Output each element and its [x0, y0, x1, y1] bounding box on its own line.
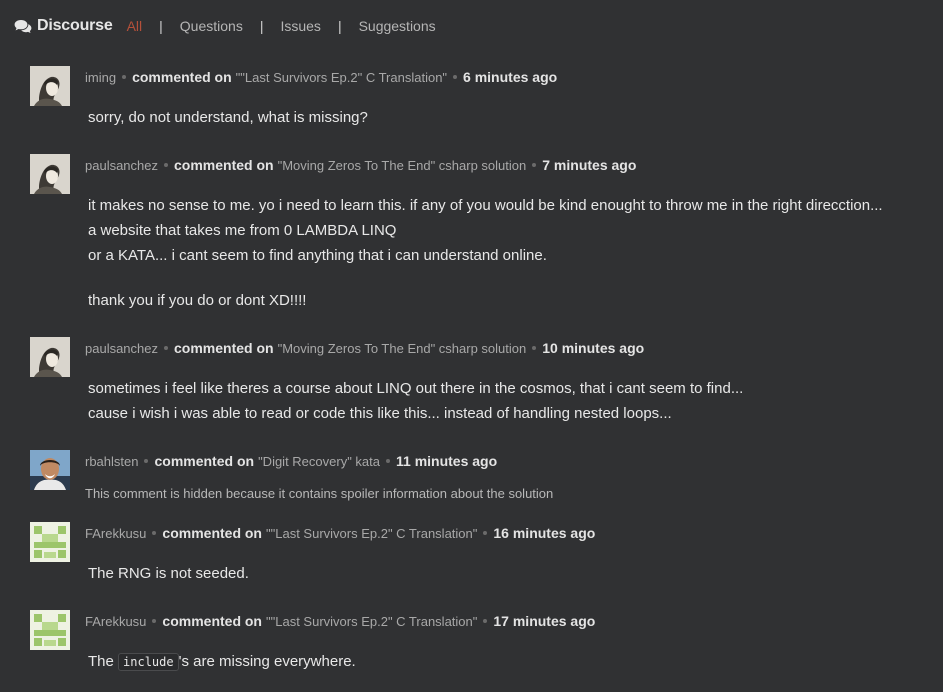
tab-issues[interactable]: Issues: [280, 18, 321, 34]
comment-action: commented on: [162, 525, 262, 541]
comment-action: commented on: [162, 613, 262, 629]
comment-line: [88, 649, 356, 675]
comment-line: a website that takes me from 0 LAMBDA LINQ: [88, 222, 397, 239]
comments-icon: [14, 19, 32, 34]
comment-time: 6 minutes ago: [463, 69, 558, 85]
comment-time: 7 minutes ago: [542, 157, 637, 173]
comment-line: or a KATA... i cant seem to find anything that i can understand online.: [88, 247, 547, 264]
comment-meta: [85, 156, 636, 174]
comment-line: sorry, do not understand, what is missing?: [88, 109, 368, 126]
comment-text: 's are missing everywhere.: [178, 653, 356, 670]
comment-body: [88, 105, 368, 130]
comment-target-link[interactable]: "Moving Zeros To The End" csharp solution: [277, 157, 527, 173]
paragraph-gap: [88, 268, 883, 288]
comment-line: sometimes i feel like theres a course about LINQ out there in the cosmos, that i cant seem to find...: [88, 380, 744, 397]
dot-separator: [483, 619, 487, 623]
comment-time: 10 minutes ago: [542, 340, 645, 356]
user-avatar[interactable]: [30, 522, 70, 562]
dot-separator: [532, 163, 536, 167]
comment-meta: [85, 524, 595, 542]
comment-meta: [85, 68, 557, 86]
comment-text: The: [88, 653, 114, 670]
spoiler-hidden-notice: This comment is hidden because it contains spoiler information about the solution: [85, 486, 554, 501]
comment-body: [88, 376, 743, 426]
user-avatar[interactable]: [30, 610, 70, 650]
comment-body: [88, 193, 883, 313]
dot-separator: [164, 163, 168, 167]
tab-suggestions[interactable]: Suggestions: [358, 18, 436, 34]
comment-action: commented on: [154, 453, 255, 469]
dot-separator: [386, 459, 390, 463]
user-avatar[interactable]: [30, 154, 70, 194]
username-link[interactable]: paulsanchez: [85, 157, 158, 173]
comment-action: commented on: [132, 69, 232, 85]
comment-time: 16 minutes ago: [493, 525, 596, 541]
comment-line: thank you if you do or dont XD!!!!: [88, 292, 307, 309]
tab-separator: |: [259, 18, 264, 34]
inline-code: include: [118, 653, 179, 671]
username-link[interactable]: FArekkusu: [85, 613, 147, 629]
brand[interactable]: [14, 17, 113, 35]
dot-separator: [164, 346, 168, 350]
comment-target-link[interactable]: "Digit Recovery" kata: [258, 453, 381, 469]
dot-separator: [144, 459, 148, 463]
comment-meta: [85, 452, 497, 470]
discourse-header: [14, 14, 436, 38]
comment-body: [88, 649, 356, 675]
tab-separator: |: [159, 18, 163, 34]
user-avatar[interactable]: [30, 337, 70, 377]
comment-line: The RNG is not seeded.: [88, 565, 249, 582]
comment-line: it makes no sense to me. yo i need to learn this. if any of you would be kind enought to throw me in the right direcction...: [88, 197, 883, 214]
tab-separator: |: [337, 18, 342, 34]
comment-meta: [85, 612, 595, 630]
comment-target-link[interactable]: ""Last Survivors Ep.2" C Translation": [266, 525, 478, 541]
dot-separator: [453, 75, 457, 79]
comment-action: commented on: [174, 340, 274, 356]
tab-questions[interactable]: Questions: [179, 18, 243, 34]
dot-separator: [532, 346, 536, 350]
comment-target-link[interactable]: ""Last Survivors Ep.2" C Translation": [266, 613, 478, 629]
dot-separator: [122, 75, 126, 79]
username-link[interactable]: rbahlsten: [85, 453, 139, 469]
comment-target-link[interactable]: ""Last Survivors Ep.2" C Translation": [235, 69, 448, 85]
dot-separator: [152, 619, 156, 623]
filter-tabs: [127, 18, 436, 34]
comment-meta: [85, 339, 644, 357]
dot-separator: [483, 531, 487, 535]
user-avatar[interactable]: [30, 66, 70, 106]
comment-line: cause i wish i was able to read or code this like this... instead of handling nested loops...: [88, 405, 672, 422]
comment-time: 11 minutes ago: [396, 453, 498, 469]
dot-separator: [152, 531, 156, 535]
user-avatar[interactable]: [30, 450, 70, 490]
username-link[interactable]: FArekkusu: [85, 525, 147, 541]
tab-all[interactable]: All: [126, 18, 143, 34]
comment-time: 17 minutes ago: [493, 613, 596, 629]
username-link[interactable]: paulsanchez: [85, 340, 158, 356]
brand-name: Discourse: [37, 17, 113, 34]
username-link[interactable]: iming: [85, 69, 117, 85]
comment-action: commented on: [174, 157, 274, 173]
comment-body: [88, 561, 249, 586]
comment-target-link[interactable]: "Moving Zeros To The End" csharp solution: [277, 340, 527, 356]
